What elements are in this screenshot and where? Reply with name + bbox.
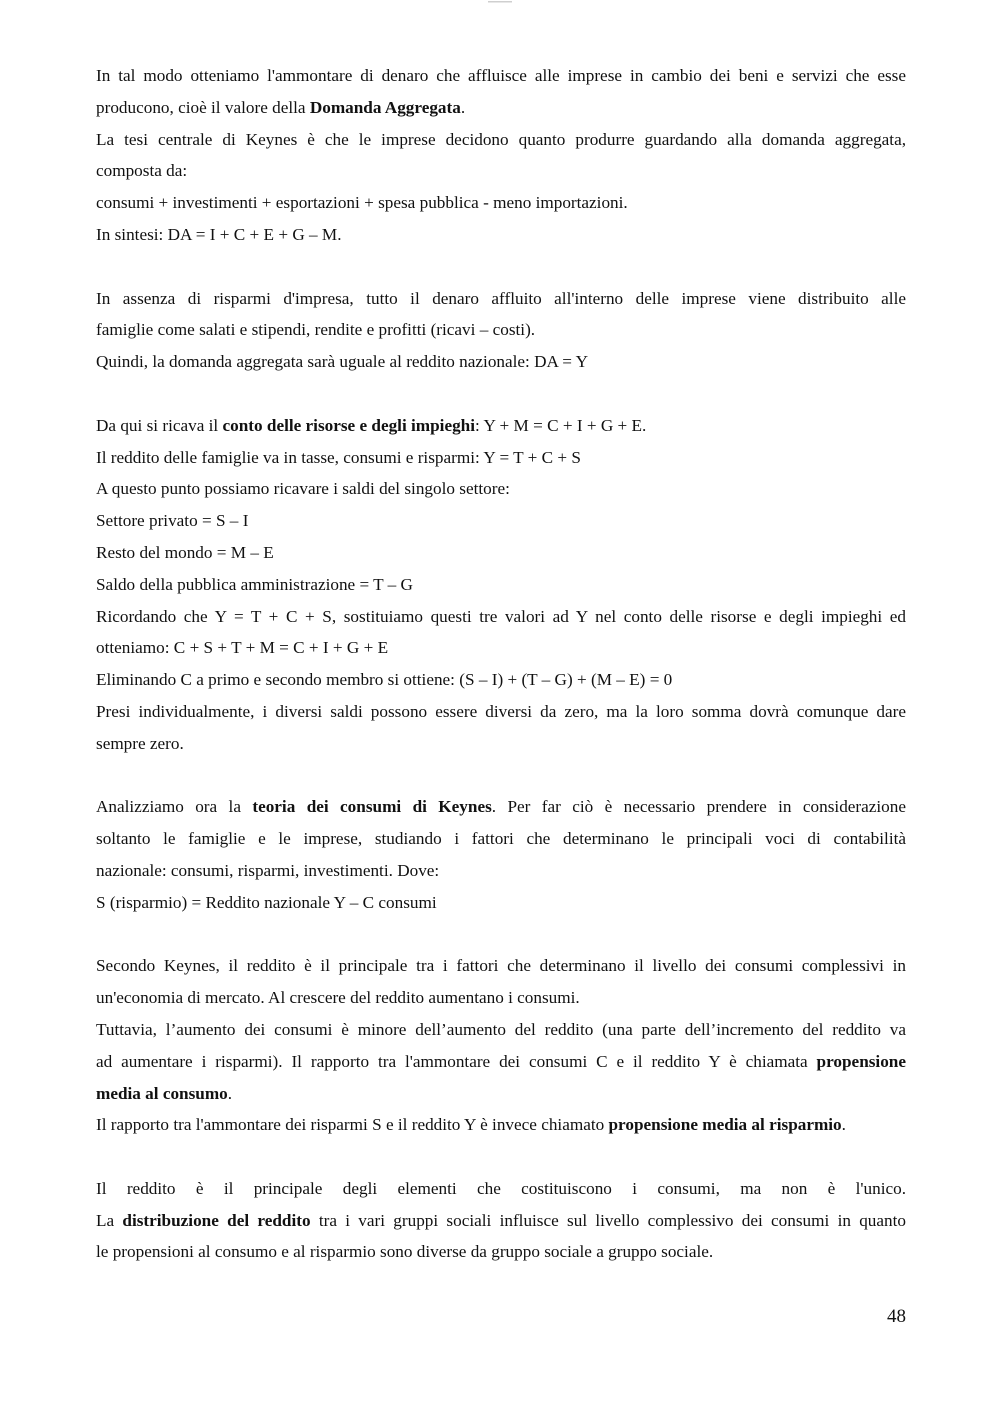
- bold-term-distribuzione-reddito: distribuzione del reddito: [122, 1210, 311, 1230]
- text-line: [96, 1046, 906, 1078]
- text-run: tra i vari gruppi sociali influisce sul livello complessivo dei consumi in quanto: [310, 1210, 906, 1230]
- formula-line: S (risparmio) = Reddito nazionale Y – C consumi: [96, 892, 437, 912]
- paragraph-propensione: [96, 950, 906, 1141]
- bold-term-media-consumo: media al consumo: [96, 1083, 228, 1103]
- text-line: consumi + investimenti + esportazioni + spesa pubblica - meno importazioni.: [96, 193, 628, 213]
- text-run: Da qui si ricava il: [96, 415, 223, 435]
- text-line: soltanto le famiglie e le imprese, studiando i fattori che determinano le principali voci di contabilità: [96, 829, 906, 849]
- formula-line: otteniamo: C + S + T + M = C + I + G + E: [96, 638, 389, 658]
- formula-line: Settore privato = S – I: [96, 511, 249, 531]
- text-line: In tal modo otteniamo l'ammontare di denaro che affluisce alle imprese in cambio dei beni e servizi che esse: [96, 66, 906, 85]
- text-run: . Per far ciò è necessario prendere in considerazione: [491, 797, 906, 817]
- text-line: un'economia di mercato. Al crescere del reddito aumentano i consumi.: [96, 988, 580, 1008]
- text-line: [96, 791, 906, 823]
- page-number: 48: [887, 1306, 906, 1327]
- text-line: [96, 1109, 906, 1141]
- text-line: nazionale: consumi, risparmi, investimenti. Dove:: [96, 860, 440, 880]
- formula-line: Quindi, la domanda aggregata sarà uguale al reddito nazionale: DA = Y: [96, 352, 589, 372]
- formula-line: Resto del mondo = M – E: [96, 542, 274, 562]
- paragraph-gap: [96, 1141, 906, 1173]
- text-line: Secondo Keynes, il reddito è il principale tra i fattori che determinano il livello dei consumi complessivi in: [96, 956, 906, 976]
- paragraph-distribuzione-reddito: [96, 1173, 906, 1268]
- paragraph-risorse-impieghi: [96, 410, 906, 760]
- text-line: Tuttavia, l’aumento dei consumi è minore dell’aumento del reddito (una parte dell’incremento del reddito va: [96, 1019, 906, 1039]
- paragraph-reddito-nazionale: [96, 283, 906, 378]
- text-line: sempre zero.: [96, 733, 184, 753]
- document-page: [96, 60, 906, 1268]
- formula-line: In sintesi: DA = I + C + E + G – M.: [96, 224, 342, 244]
- text-run: .: [227, 1083, 233, 1103]
- paragraph-gap: [96, 378, 906, 410]
- text-line: [96, 1078, 906, 1110]
- text-run: .: [460, 97, 466, 117]
- paragraph-gap: [96, 251, 906, 283]
- paragraph-gap: [96, 919, 906, 951]
- text-line: [96, 92, 906, 124]
- bold-term-propensione-risparmio: propensione media al risparmio: [608, 1115, 842, 1135]
- bold-term-teoria-consumi: teoria dei consumi di Keynes: [252, 797, 492, 817]
- header-mark: [488, 0, 512, 4]
- text-run: Analizziamo ora la: [96, 797, 253, 817]
- text-line: La tesi centrale di Keynes è che le imprese decidono quanto produrre guardando alla domanda aggregata,: [96, 129, 906, 149]
- text-line: Il reddito è il principale degli elementi che costituiscono i consumi, ma non è l'unico.: [96, 1178, 906, 1198]
- text-run: : Y + M = C + I + G + E.: [475, 415, 647, 435]
- text-line: [96, 410, 906, 442]
- formula-line: Saldo della pubblica amministrazione = T – G: [96, 574, 413, 594]
- bold-term-domanda-aggregata: Domanda Aggregata: [309, 97, 461, 117]
- formula-line: Eliminando C a primo e secondo membro si ottiene: (S – I) + (T – G) + (M – E) = 0: [96, 670, 673, 690]
- text-line: composta da:: [96, 161, 188, 181]
- text-line: le propensioni al consumo e al risparmio sono diverse da gruppo sociale a gruppo sociale.: [96, 1242, 714, 1262]
- text-run: Il rapporto tra l'ammontare dei risparmi S e il reddito Y è invece chiamato: [96, 1115, 609, 1135]
- paragraph-domanda-aggregata: [96, 60, 906, 251]
- text-line: A questo punto possiamo ricavare i saldi del singolo settore:: [96, 479, 510, 499]
- text-run: producono, cioè il valore della: [96, 97, 310, 117]
- text-line: famiglie come salati e stipendi, rendite e profitti (ricavi – costi).: [96, 320, 536, 340]
- bold-term-conto-risorse: conto delle risorse e degli impieghi: [222, 415, 476, 435]
- text-line: Ricordando che Y = T + C + S, sostituiamo questi tre valori ad Y nel conto delle risorse e degli impieghi ed: [96, 606, 906, 626]
- text-line: [96, 1205, 906, 1237]
- paragraph-gap: [96, 760, 906, 792]
- text-line: In assenza di risparmi d'impresa, tutto il denaro affluito all'interno delle imprese viene distribuito alle: [96, 288, 906, 308]
- text-run: .: [841, 1115, 846, 1135]
- text-run: ad aumentare i risparmi). Il rapporto tra l'ammontare dei consumi C e il reddito Y è chiamata: [96, 1051, 817, 1071]
- bold-term-propensione: propensione: [816, 1051, 906, 1071]
- text-line: Presi individualmente, i diversi saldi possono essere diversi da zero, ma la loro somma dovrà comunque dare: [96, 701, 906, 721]
- paragraph-teoria-consumi: [96, 791, 906, 918]
- text-line: Il reddito delle famiglie va in tasse, consumi e risparmi: Y = T + C + S: [96, 447, 581, 467]
- text-run: La: [96, 1210, 123, 1230]
